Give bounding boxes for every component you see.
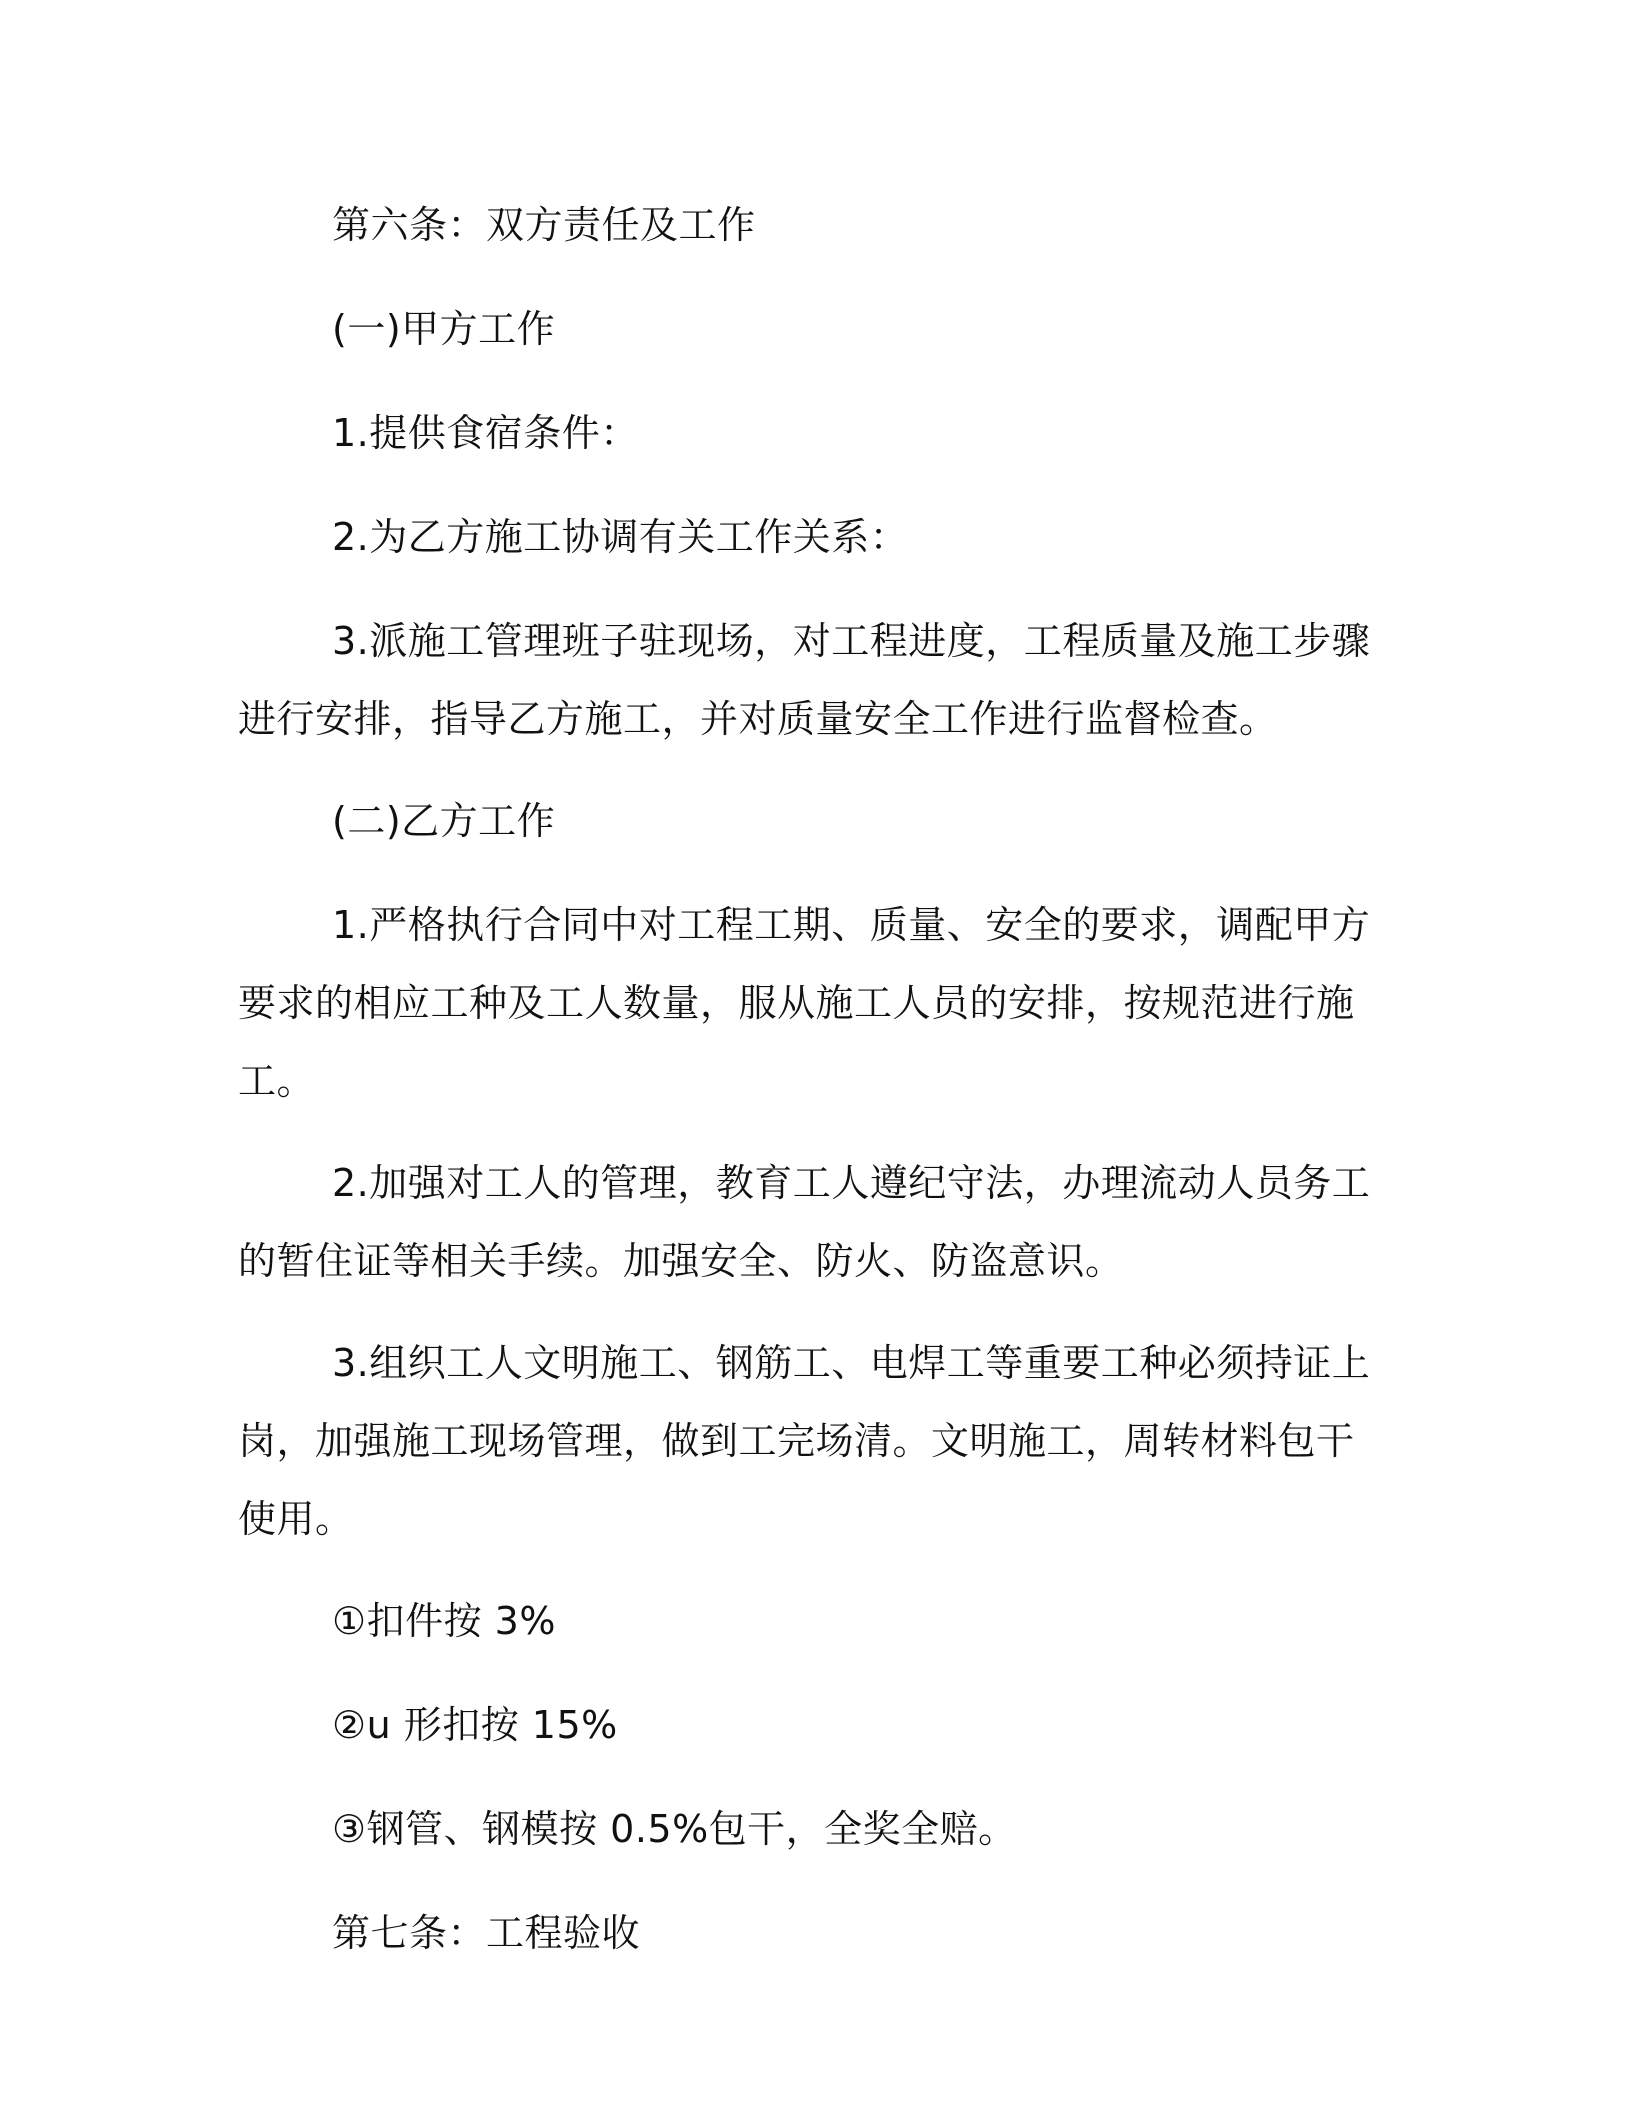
party-a-item-1: 1.提供食宿条件： bbox=[332, 411, 639, 455]
party-a-item-3: 3.派施工管理班子驻现场，对工程进度，工程质量及施工步骤进行安排，指导乙方施工，并对质量安全工作进行监督检查。 bbox=[238, 619, 1371, 741]
party-a-item-2: 2.为乙方施工协调有关工作关系： bbox=[332, 515, 909, 559]
material-rate-1: ①扣件按 3% bbox=[332, 1599, 556, 1643]
party-b-heading: (二)乙方工作 bbox=[332, 799, 556, 843]
article-7-heading: 第七条：工程验收 bbox=[332, 1911, 641, 1955]
party-a-heading: (一)甲方工作 bbox=[332, 307, 556, 351]
party-b-item-2: 2.加强对工人的管理，教育工人遵纪守法，办理流动人员务工的暂住证等相关手续。加强安全、防火、防盗意识。 bbox=[238, 1161, 1371, 1283]
party-b-item-1: 1.严格执行合同中对工程工期、质量、安全的要求，调配甲方要求的相应工种及工人数量，服从施工人员的安排，按规范进行施工。 bbox=[238, 903, 1371, 1103]
document-body bbox=[238, 186, 1376, 1972]
article-6-heading: 第六条：双方责任及工作 bbox=[332, 203, 756, 247]
material-rate-3: ③钢管、钢模按 0.5%包干，全奖全赔。 bbox=[332, 1807, 1017, 1851]
party-b-item-3: 3.组织工人文明施工、钢筋工、电焊工等重要工种必须持证上岗，加强施工现场管理，做到工完场清。文明施工，周转材料包干使用。 bbox=[238, 1341, 1371, 1541]
material-rate-2: ②u 形扣按 15% bbox=[332, 1703, 618, 1747]
